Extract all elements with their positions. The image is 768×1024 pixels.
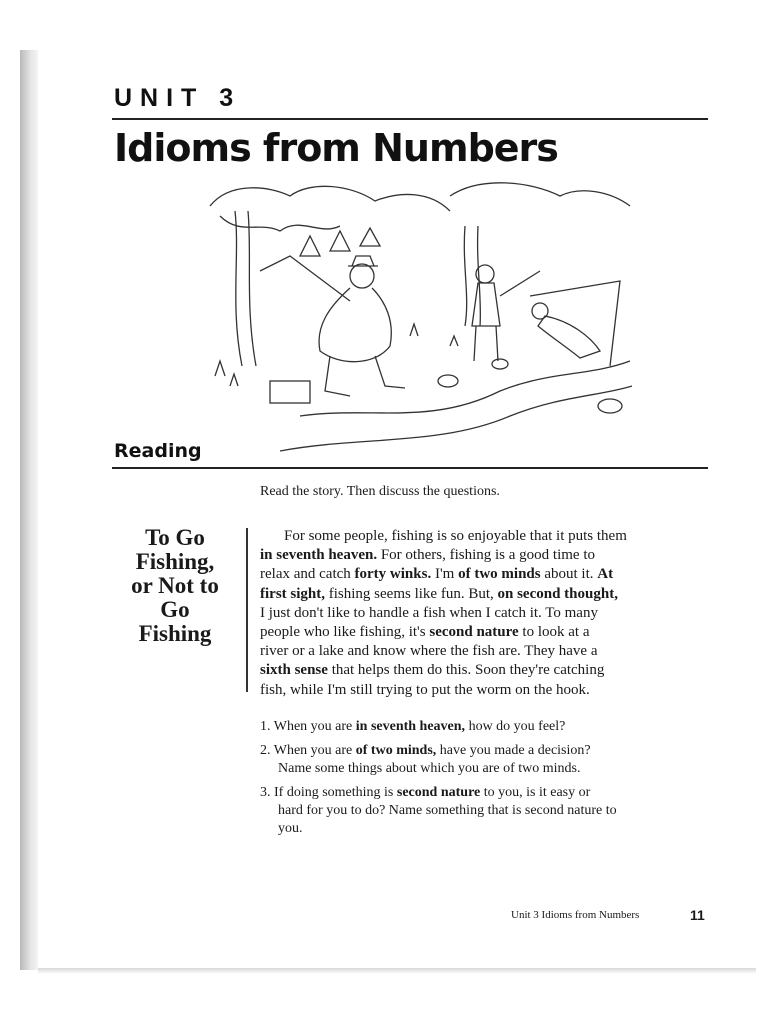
question-text: have you made a decision? [436,743,591,758]
story-text [260,527,720,700]
question-line: Name some things about which you are of two minds. [278,761,581,776]
question-item [260,784,720,838]
question-text: 2. When you are [260,743,356,758]
story-text-segment: people who like fishing, it's [260,624,430,641]
question-line [260,784,720,802]
story-title [112,526,238,646]
idiom: sixth sense [260,662,328,679]
page-number: 11 [690,907,705,923]
story-text-segment: to look at a [518,624,590,641]
section-rule [112,467,708,469]
story-text-segment: fishing seems like fun. But, [325,585,498,602]
idiom: of two minds [458,566,541,583]
story-divider [246,528,248,692]
story-line [260,546,720,565]
idiom: second nature [429,624,519,641]
story-line: I just don't like to handle a fish when I catch it. To many [260,604,598,621]
idiom: on second thought, [497,585,618,602]
story-line: river or a lake and know where the fish are. They have a [260,643,598,660]
story-title-line: To Go [145,525,205,550]
question-line [260,742,720,760]
idiom: At [597,566,614,583]
story-title-line: Go [160,597,190,622]
page-edge [38,968,756,974]
fishing-scene-illustration [200,176,640,466]
reading-instruction: Read the story. Then discuss the questions. [260,484,500,499]
discussion-questions [260,718,720,844]
question-line [260,718,720,736]
question-line: hard for you to do? Name something that is second nature to [278,803,617,818]
story-line [260,623,720,642]
idiom: of two minds, [355,743,437,758]
story-text-segment: about it. [540,566,598,583]
unit-label: UNIT 3 [114,84,242,112]
question-item [260,718,720,736]
story-text-segment: I'm [431,566,459,583]
idiom: in seventh heaven. [260,547,378,564]
question-text: 3. If doing something is [260,785,397,800]
story-title-line: Fishing, [135,549,215,574]
story-line [260,661,720,680]
idiom: first sight, [260,585,325,602]
section-heading-reading: Reading [114,440,202,462]
book-binding-shadow [20,50,38,970]
question-line: you. [278,821,303,836]
idiom: forty winks. [354,566,432,583]
idiom: second nature [396,785,481,800]
page-title: Idioms from Numbers [114,126,558,170]
question-text: 1. When you are [260,719,356,734]
question-item [260,742,720,778]
running-footer: Unit 3 Idioms from Numbers [511,909,640,921]
story-line [260,565,720,584]
question-text: how do you feel? [465,719,566,734]
story-title-line: or Not to [131,573,219,598]
story-line: For some people, fishing is so enjoyable that it puts them [284,528,627,544]
header-rule [112,118,708,120]
story-text-segment: that helps them do this. Soon they're catching [327,662,605,679]
story-line: fish, while I'm still trying to put the worm on the hook. [260,681,590,698]
question-text: to you, is it easy or [480,785,591,800]
story-title-line: Fishing [138,621,212,646]
idiom: in seventh heaven, [355,719,466,734]
story-line [260,585,720,604]
story-text-segment: For others, fishing is a good time to [377,547,595,564]
story-text-segment: relax and catch [260,566,355,583]
